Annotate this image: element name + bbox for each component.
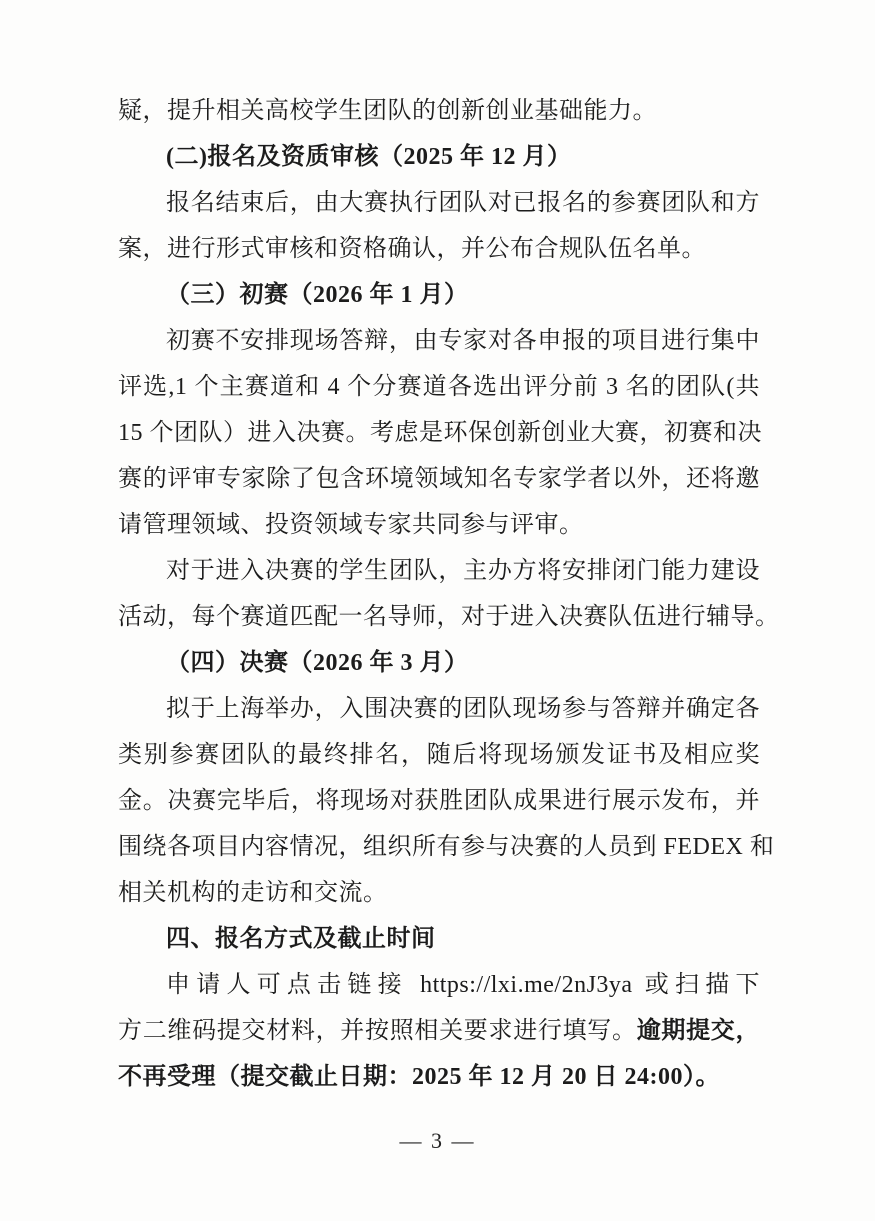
deadline-notice-normal: 方二维码提交材料，并按照相关要求进行填写。 [118, 1018, 637, 1044]
body-line: 评选,1 个主赛道和 4 个分赛道各选出评分前 3 名的团队(共 [118, 374, 760, 400]
deadline-notice-bold: 逾期提交， [636, 1018, 761, 1044]
body-line-continuation: 疑，提升相关高校学生团队的创新创业基础能力。 [118, 98, 657, 124]
body-line: 报名结束后，由大赛执行团队对已报名的参赛团队和方 [166, 190, 760, 216]
heading-registration-method: 四、报名方式及截止时间 [166, 926, 436, 952]
body-line: 类别参赛团队的最终排名，随后将现场颁发证书及相应奖 [118, 742, 760, 768]
heading-preliminary-round: （三）初赛（2026 年 1 月） [166, 282, 469, 308]
body-line: 金。决赛完毕后，将现场对获胜团队成果进行展示发布，并 [118, 788, 760, 814]
body-line-deadline-date: 不再受理（提交截止日期：2025 年 12 月 20 日 24:00）。 [118, 1064, 720, 1090]
body-line: 初赛不安排现场答辩，由专家对各申报的项目进行集中 [166, 328, 760, 354]
heading-registration-review: (二)报名及资质审核（2025 年 12 月） [166, 144, 572, 170]
body-line: 围绕各项目内容情况，组织所有参与决赛的人员到 FEDEX 和 [118, 834, 775, 860]
document-text-block [118, 88, 780, 1100]
body-line: 案，进行形式审核和资格确认，并公布合规队伍名单。 [118, 236, 706, 262]
body-line: 赛的评审专家除了包含环境领域知名专家学者以外，还将邀 [118, 466, 760, 492]
link-suffix-text: 或扫描下 [632, 972, 761, 998]
body-line: 相关机构的走访和交流。 [118, 880, 388, 906]
body-line: 活动，每个赛道匹配一名导师，对于进入决赛队伍进行辅导。 [118, 604, 780, 630]
registration-url: https://lxi.me/2nJ3ya [420, 972, 633, 998]
body-line: 请管理领域、投资领域专家共同参与评审。 [118, 512, 584, 538]
heading-final-round: （四）决赛（2026 年 3 月） [166, 650, 469, 676]
body-line: 对于进入决赛的学生团队，主办方将安排闭门能力建设 [166, 558, 760, 584]
body-line: 15 个团队）进入决赛。考虑是环保创新创业大赛，初赛和决 [118, 420, 762, 446]
body-line: 拟于上海举办，入围决赛的团队现场参与答辩并确定各 [166, 696, 760, 722]
body-line-with-link [118, 962, 760, 1008]
page-number: — 3 — [399, 1128, 476, 1153]
link-prefix-text: 申请人可点击链接 [166, 972, 421, 998]
body-line-deadline-notice [118, 1008, 760, 1054]
